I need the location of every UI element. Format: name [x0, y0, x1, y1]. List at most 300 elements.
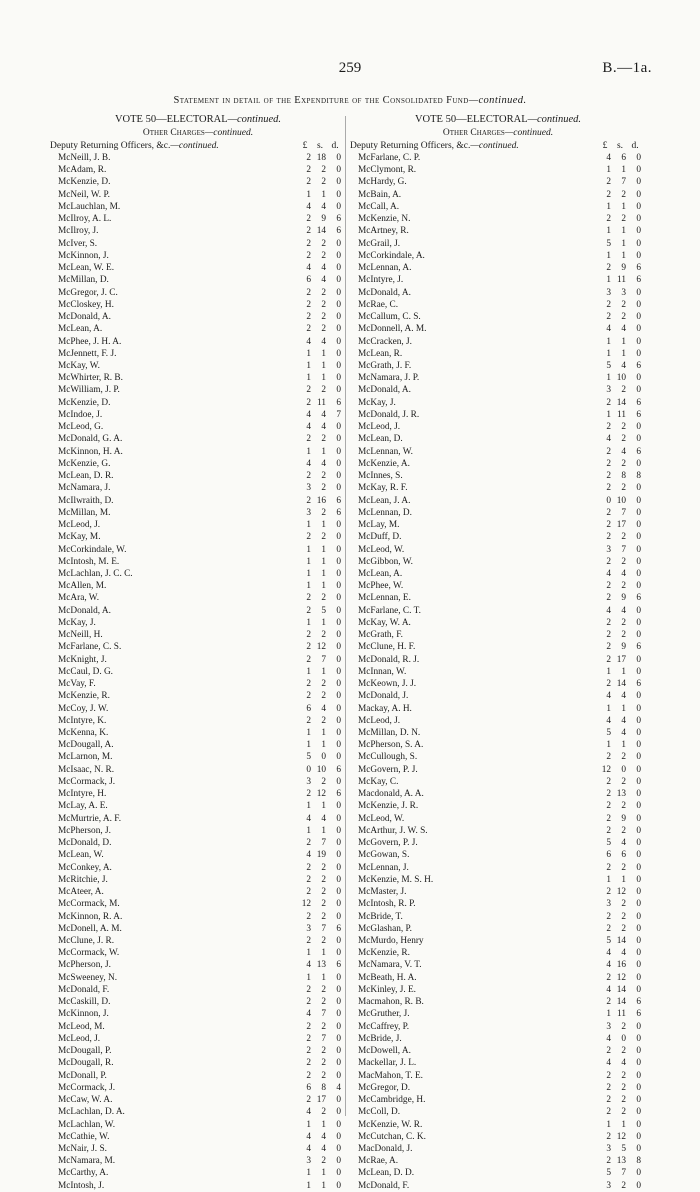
payee-name: McDonald, D.: [58, 838, 112, 849]
shillings-value: 4: [621, 715, 626, 726]
shillings-value: 4: [621, 1058, 626, 1069]
pence-value: 0: [336, 1156, 341, 1167]
shillings-value: 4: [321, 275, 326, 286]
ledger-row: [50, 886, 346, 898]
pence-value: 0: [336, 1168, 341, 1179]
pence-value: 0: [336, 728, 341, 739]
pounds-value: 2: [306, 153, 311, 163]
pounds-value: 1: [606, 1009, 611, 1020]
pence-value: 0: [636, 728, 641, 739]
pounds-value: 3: [306, 483, 311, 494]
payee-name: McCormack, M.: [58, 899, 120, 910]
pounds-value: 2: [306, 862, 311, 873]
pounds-value: 2: [306, 1046, 311, 1057]
pence-value: 0: [636, 544, 641, 555]
shillings-value: 9: [621, 263, 626, 274]
payee-name: McIsaac, N. R.: [58, 764, 115, 775]
pence-value: 0: [636, 825, 641, 836]
pounds-value: 2: [606, 1046, 611, 1057]
pounds-value: 4: [606, 984, 611, 995]
pence-value: 0: [336, 201, 341, 212]
pence-value: 0: [636, 153, 641, 163]
pence-value: 0: [336, 483, 341, 494]
ledger-row: [50, 1155, 346, 1167]
pence-value: 0: [636, 1095, 641, 1106]
ledger-row: [350, 568, 646, 580]
pounds-value: 1: [306, 189, 311, 200]
pence-header: d.: [631, 141, 639, 151]
pence-value: 0: [636, 507, 641, 518]
payee-name: McNamara, V. T.: [358, 960, 422, 971]
payee-name: McDonnell, A. M.: [358, 324, 427, 335]
pence-value: 6: [336, 495, 341, 506]
payee-name: McBeath, H. A.: [358, 972, 417, 983]
payee-name: McLachlan, J. C. C.: [58, 568, 133, 579]
pounds-value: 5: [606, 936, 611, 946]
payee-name: McLarnon, M.: [58, 752, 113, 763]
pounds-value: 1: [306, 728, 311, 739]
payment-list: [350, 152, 646, 1192]
pounds-value: 2: [306, 1021, 311, 1032]
pence-value: 0: [336, 1131, 341, 1142]
shillings-value: 13: [616, 1156, 626, 1167]
title-main: Statement in detail of the Expenditure of the Consolidated Fund: [173, 95, 469, 106]
ledger-row: [350, 1180, 646, 1192]
payee-name: McLennan, E.: [358, 593, 411, 604]
pounds-value: 3: [306, 1156, 311, 1167]
shillings-header: s.: [316, 141, 324, 151]
ledger-row: [350, 446, 646, 458]
payee-name: McDougall, A.: [58, 740, 114, 751]
payee-name: Mackellar, J. L.: [358, 1058, 417, 1069]
payee-name: McRae, C.: [358, 299, 399, 310]
ledger-row: [350, 996, 646, 1008]
pounds-value: 2: [306, 532, 311, 543]
shillings-value: 16: [316, 495, 326, 506]
pence-value: 0: [336, 263, 341, 274]
ledger-row: [350, 935, 646, 947]
shillings-value: 4: [321, 263, 326, 274]
payee-name: McSweeney, N.: [58, 972, 118, 983]
pounds-value: 3: [606, 287, 611, 298]
payee-name: McLeod, J.: [358, 715, 401, 726]
pounds-value: 1: [306, 581, 311, 592]
shillings-value: 4: [621, 838, 626, 849]
shillings-value: 2: [621, 801, 626, 812]
pence-value: 0: [636, 813, 641, 824]
ledger-row: [350, 715, 646, 727]
payee-name: McClune, H. F.: [358, 642, 416, 653]
pence-value: 6: [336, 960, 341, 971]
shillings-value: 1: [621, 336, 626, 347]
ledger-row: [350, 947, 646, 959]
pounds-value: 2: [606, 813, 611, 824]
ledger-row: [50, 568, 346, 580]
vote-heading: [350, 113, 646, 127]
pence-value: 0: [636, 715, 641, 726]
payee-name: McAra, W.: [58, 593, 100, 604]
shillings-value: 2: [321, 507, 326, 518]
ledger-row: [350, 911, 646, 923]
pounds-value: 5: [606, 1168, 611, 1179]
shillings-value: 18: [316, 153, 326, 163]
ledger-row: [350, 984, 646, 996]
shillings-value: 2: [621, 1180, 626, 1191]
pence-value: 0: [336, 1143, 341, 1154]
shillings-value: 5: [321, 605, 326, 616]
pence-value: 0: [336, 1107, 341, 1118]
payment-list: [50, 152, 346, 1192]
pounds-value: 4: [606, 960, 611, 971]
pounds-value: 1: [306, 568, 311, 579]
shillings-value: 4: [621, 446, 626, 457]
ledger-row: [50, 372, 346, 384]
payee-name: McLennan, D.: [358, 507, 412, 518]
pence-value: 0: [336, 911, 341, 922]
ledger-row: [50, 813, 346, 825]
pence-value: 0: [636, 287, 641, 298]
payee-name: McKenzie, M. S. H.: [358, 874, 434, 885]
ledger-row: [50, 446, 346, 458]
ledger-row: [50, 837, 346, 849]
payee-name: McCall, A.: [358, 201, 400, 212]
pence-value: 0: [636, 520, 641, 531]
shillings-value: 2: [621, 434, 626, 445]
shillings-value: 2: [621, 862, 626, 873]
ledger-row: [50, 1106, 346, 1118]
pounds-value: 2: [606, 177, 611, 188]
payee-name: McCutchan, C. K.: [358, 1131, 426, 1142]
pounds-value: 1: [606, 336, 611, 347]
shillings-value: 1: [321, 556, 326, 567]
ledger-row: [50, 201, 346, 213]
payee-name: McLean, W. E.: [58, 263, 115, 274]
payee-name: McInnan, W.: [358, 666, 407, 677]
pence-value: 0: [636, 495, 641, 506]
pence-value: 0: [636, 1131, 641, 1142]
payee-name: McCormack, J.: [58, 1082, 116, 1093]
payee-name: McCracken, J.: [358, 336, 412, 347]
pence-value: 0: [636, 336, 641, 347]
document-reference: B.—1a.: [602, 60, 652, 76]
payee-name: McCambridge, H.: [358, 1095, 426, 1106]
shillings-value: 1: [321, 666, 326, 677]
shillings-value: 2: [621, 483, 626, 494]
shillings-value: 4: [321, 1143, 326, 1154]
pence-value: 0: [336, 299, 341, 310]
ledger-row: [50, 862, 346, 874]
pounds-value: 6: [306, 275, 311, 286]
shillings-value: 17: [616, 654, 626, 665]
pence-value: 0: [636, 422, 641, 433]
shillings-value: 4: [321, 336, 326, 347]
shillings-value: 7: [621, 1168, 626, 1179]
ledger-row: [350, 348, 646, 360]
pounds-value: 2: [606, 789, 611, 800]
payee-name: Macmahon, R. B.: [358, 997, 424, 1008]
other-suffix: —continued.: [504, 128, 554, 138]
payee-name: McKay, W.: [58, 360, 101, 371]
pounds-value: 4: [306, 422, 311, 433]
pence-value: 0: [336, 679, 341, 690]
ledger-row: [350, 874, 646, 886]
other-charges-heading: [350, 127, 646, 140]
shillings-value: 7: [321, 1009, 326, 1020]
payee-name: McIntyre, K.: [58, 715, 107, 726]
pounds-value: 2: [306, 250, 311, 261]
ledger-row: [50, 776, 346, 788]
shillings-value: 4: [321, 422, 326, 433]
ledger-row: [350, 617, 646, 629]
payee-name: McLean, A.: [58, 324, 103, 335]
ledger-row: [50, 849, 346, 861]
payee-name: McKenzie, N.: [358, 214, 411, 225]
ledger-row: [50, 299, 346, 311]
pounds-value: 1: [606, 666, 611, 677]
pounds-value: 1: [306, 972, 311, 983]
pounds-value: 0: [606, 495, 611, 506]
pence-value: 6: [636, 593, 641, 604]
ledger-row: [50, 360, 346, 372]
pounds-value: 1: [606, 874, 611, 885]
pence-value: 0: [636, 776, 641, 787]
pounds-value: 2: [606, 1131, 611, 1142]
pounds-value: 4: [306, 336, 311, 347]
pounds-value: 4: [606, 948, 611, 959]
shillings-value: 1: [321, 446, 326, 457]
pounds-value: 2: [606, 471, 611, 482]
payee-name: McGregor, J. C.: [58, 287, 118, 298]
pence-value: 0: [336, 654, 341, 665]
pounds-value: 2: [306, 838, 311, 849]
section-heading-row: [50, 140, 346, 152]
ledger-row: [350, 250, 646, 262]
ledger-row: [350, 1106, 646, 1118]
pounds-value: 2: [306, 214, 311, 225]
shillings-value: 2: [321, 899, 326, 910]
pounds-value: 2: [606, 654, 611, 665]
other-label: Other Charges: [442, 128, 505, 138]
ledger-row: [50, 164, 346, 176]
shillings-value: 19: [316, 850, 326, 861]
shillings-value: 4: [321, 703, 326, 714]
pence-value: 0: [336, 666, 341, 677]
page-title: [0, 95, 700, 106]
ledger-row: [50, 384, 346, 396]
shillings-value: 2: [321, 936, 326, 946]
ledger-row: [50, 1143, 346, 1155]
pence-value: 0: [336, 630, 341, 641]
payee-name: McGovern, P. J.: [358, 764, 418, 775]
pence-value: 0: [336, 238, 341, 249]
payee-name: McPherson, J.: [58, 960, 111, 971]
pence-value: 0: [336, 544, 341, 555]
payee-name: McConkey, A.: [58, 862, 112, 873]
payee-name: McLay, A. E.: [58, 801, 108, 812]
ledger-row: [50, 262, 346, 274]
shillings-value: 1: [321, 544, 326, 555]
ledger-row: [350, 641, 646, 653]
ledger-row: [350, 213, 646, 225]
pence-value: 0: [636, 250, 641, 261]
shillings-value: 2: [321, 385, 326, 396]
shillings-value: 1: [621, 703, 626, 714]
pence-value: 4: [336, 1082, 341, 1093]
ledger-row: [50, 409, 346, 421]
pounds-value: 3: [606, 1143, 611, 1154]
pence-value: 8: [636, 471, 641, 482]
pence-value: 0: [336, 1033, 341, 1044]
payee-name: McNamara, M.: [58, 1156, 116, 1167]
shillings-value: 4: [621, 691, 626, 702]
pence-value: 0: [636, 1033, 641, 1044]
ledger-row: [50, 984, 346, 996]
shillings-value: 4: [321, 201, 326, 212]
ledger-row: [350, 1082, 646, 1094]
payee-name: McCorkindale, A.: [358, 250, 425, 261]
pounds-value: 2: [306, 984, 311, 995]
pence-value: 6: [336, 923, 341, 934]
payee-name: McWilliam, J. P.: [58, 385, 120, 396]
shillings-value: 2: [321, 776, 326, 787]
ledger-row: [350, 433, 646, 445]
pounds-value: 2: [606, 679, 611, 690]
payee-name: McBride, T.: [358, 911, 403, 922]
pence-value: 0: [636, 1119, 641, 1130]
shillings-value: 2: [321, 862, 326, 873]
payee-name: McMillan, D.: [58, 275, 109, 286]
payee-name: McGovern, P. J.: [358, 838, 418, 849]
pounds-value: 2: [606, 458, 611, 469]
shillings-value: 12: [616, 972, 626, 983]
payee-name: McDonald, F.: [58, 984, 110, 995]
pounds-value: 5: [306, 752, 311, 763]
pence-value: 0: [336, 776, 341, 787]
pence-value: 6: [336, 226, 341, 237]
ledger-row: [50, 935, 346, 947]
pence-value: 0: [636, 201, 641, 212]
pence-value: 0: [636, 214, 641, 225]
pounds-value: 2: [306, 1058, 311, 1069]
pounds-value: 2: [606, 299, 611, 310]
pence-value: 0: [336, 177, 341, 188]
pounds-value: 0: [306, 764, 311, 775]
shillings-value: 4: [621, 605, 626, 616]
pence-value: 0: [336, 715, 341, 726]
pence-value: 0: [336, 887, 341, 898]
shillings-value: 12: [316, 642, 326, 653]
pence-value: 0: [336, 471, 341, 482]
pence-value: 0: [636, 654, 641, 665]
payee-name: McGrail, J.: [358, 238, 401, 249]
shillings-value: 2: [321, 887, 326, 898]
shillings-value: 4: [621, 324, 626, 335]
pence-value: 0: [336, 1058, 341, 1069]
pounds-value: 2: [606, 752, 611, 763]
pounds-value: 4: [306, 1143, 311, 1154]
pounds-value: 2: [606, 923, 611, 934]
pounds-value: 4: [306, 458, 311, 469]
payee-name: McCorkindale, W.: [58, 544, 127, 555]
payee-name: McLean, W.: [58, 850, 104, 861]
pence-value: 0: [336, 1180, 341, 1191]
shillings-value: 2: [621, 923, 626, 934]
shillings-value: 8: [621, 471, 626, 482]
pounds-value: 1: [306, 520, 311, 531]
pounds-value: 4: [606, 1058, 611, 1069]
payee-name: McLeod, W.: [358, 813, 405, 824]
pounds-value: 3: [306, 507, 311, 518]
shillings-value: 17: [316, 1095, 326, 1106]
shillings-value: 2: [621, 532, 626, 543]
payee-name: McAllen, M.: [58, 581, 107, 592]
payee-name: McDougall, R.: [58, 1058, 114, 1069]
pence-value: 0: [336, 593, 341, 604]
pounds-value: 2: [306, 605, 311, 616]
payee-name: McIntosh, R. P.: [358, 899, 416, 910]
pence-value: 0: [636, 740, 641, 751]
pounds-header: £: [602, 141, 608, 151]
shillings-value: 2: [321, 434, 326, 445]
ledger-row: [350, 1094, 646, 1106]
pounds-value: 2: [306, 911, 311, 922]
shillings-value: 11: [617, 409, 626, 420]
pence-value: 0: [636, 936, 641, 946]
pounds-value: 1: [306, 801, 311, 812]
payee-name: McClymont, R.: [358, 165, 417, 176]
ledger-row: [50, 972, 346, 984]
ledger-row: [50, 629, 346, 641]
pence-value: 0: [636, 691, 641, 702]
ledger-row: [50, 923, 346, 935]
pence-value: 0: [336, 838, 341, 849]
ledger-row: [350, 201, 646, 213]
shillings-value: 1: [321, 348, 326, 359]
pounds-value: 2: [606, 1070, 611, 1081]
shillings-value: 2: [621, 1095, 626, 1106]
pounds-value: 2: [606, 214, 611, 225]
pence-value: 0: [636, 630, 641, 641]
vote-heading: [50, 113, 346, 127]
pounds-value: 2: [606, 1107, 611, 1118]
ledger-row: [350, 421, 646, 433]
payee-name: McLeod, M.: [58, 1021, 105, 1032]
payee-name: McDonald, A.: [358, 287, 411, 298]
payee-name: McAteer, A.: [58, 887, 104, 898]
ledger-row: [350, 666, 646, 678]
pounds-value: 2: [606, 483, 611, 494]
payee-name: McKnight, J.: [58, 654, 107, 665]
payee-name: McIlwraith, D.: [58, 495, 114, 506]
pence-value: 6: [636, 997, 641, 1008]
pounds-value: 6: [306, 1082, 311, 1093]
payee-name: McIntosh, J.: [58, 1180, 105, 1191]
ledger-row: [50, 238, 346, 250]
pence-value: 0: [636, 1021, 641, 1032]
pounds-value: 2: [606, 556, 611, 567]
shillings-value: 1: [621, 250, 626, 261]
ledger-row: [350, 727, 646, 739]
ledger-row: [350, 531, 646, 543]
payee-name: McCormack, W.: [58, 948, 120, 959]
pounds-value: 1: [306, 1119, 311, 1130]
ledger-row: [50, 225, 346, 237]
shillings-value: 1: [621, 348, 626, 359]
shillings-value: 7: [321, 923, 326, 934]
ledger-row: [50, 556, 346, 568]
pounds-value: 1: [606, 409, 611, 420]
payee-name: McLean, J. A.: [358, 495, 411, 506]
